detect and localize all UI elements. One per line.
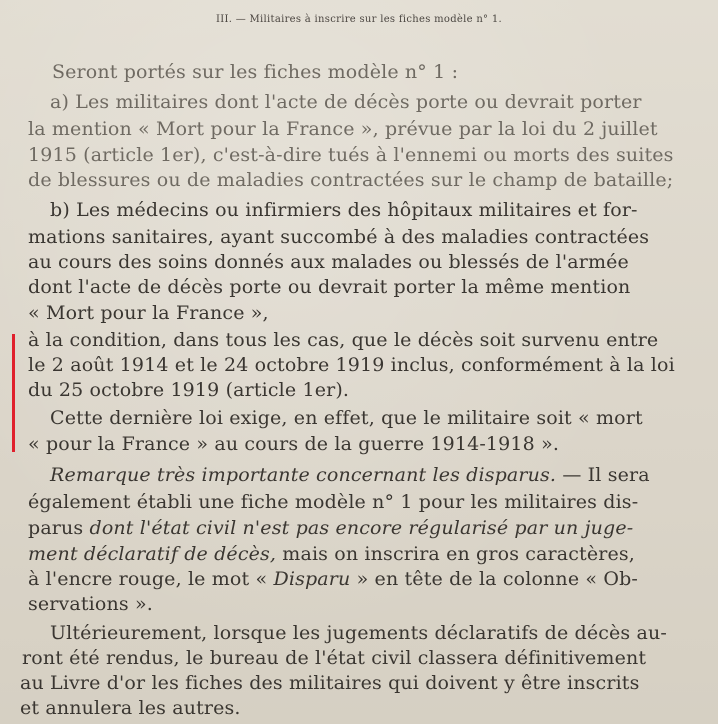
italic-text: dont l'état civil n'est pas encore régularisé par un juge- — [89, 517, 634, 539]
text-line: Cette dernière loi exige, en effet, que le militaire soit « mort — [50, 407, 643, 429]
plain-text: à l'encre rouge, le mot « — [28, 568, 274, 590]
text-line: le 2 août 1914 et le 24 octobre 1919 inclus, conformément à la loi — [28, 354, 675, 376]
text-line — [28, 542, 635, 566]
text-line: également établi une fiche modèle n° 1 pour les militaires dis- — [28, 491, 639, 513]
plain-text: » en tête de la colonne « Ob- — [350, 568, 638, 590]
text-line: Seront portés sur les fiches modèle n° 1 : — [52, 61, 459, 83]
text-line: « pour la France » au cours de la guerre 1914-1918 ». — [28, 433, 560, 455]
text-line: b) Les médecins ou infirmiers des hôpitaux militaires et for- — [50, 199, 638, 221]
text-line: 1915 (article 1er), c'est-à-dire tués à l'ennemi ou morts des suites — [28, 144, 674, 166]
text-line: et annulera les autres. — [20, 697, 241, 719]
text-line: au Livre d'or les fiches des militaires qui doivent y être inscrits — [20, 672, 640, 694]
plain-text: mais on inscrira en gros caractères, — [276, 543, 635, 565]
text-line: à la condition, dans tous les cas, que le décès soit survenu entre — [28, 329, 659, 351]
text-line: ront été rendus, le bureau de l'état civil classera définitivement — [22, 647, 647, 669]
text-line: du 25 octobre 1919 (article 1er). — [28, 379, 350, 401]
text-line: Ultérieurement, lorsque les jugements déclaratifs de décès au- — [50, 622, 667, 644]
text-line — [28, 567, 638, 591]
text-line: servations ». — [28, 593, 153, 615]
section-heading: III. — Militaires à inscrire sur les fiches modèle n° 1. — [216, 14, 502, 25]
text-line: au cours des soins donnés aux malades ou blessés de l'armée — [28, 251, 629, 273]
plain-text: parus — [28, 517, 90, 539]
text-line: a) Les militaires dont l'acte de décès porte ou devrait porter — [50, 91, 642, 113]
text-line: mations sanitaires, ayant succombé à des maladies contractées — [28, 226, 650, 248]
text-line: dont l'acte de décès porte ou devrait porter la même mention — [28, 276, 631, 298]
text-line — [28, 516, 633, 540]
italic-text: Remarque très importante concernant les disparus. — [50, 464, 557, 486]
red-margin-mark — [12, 334, 15, 452]
italic-text: ment déclaratif de décès, — [28, 543, 277, 565]
text-line: « Mort pour la France », — [28, 302, 269, 324]
text-line — [50, 463, 650, 487]
plain-text: — Il sera — [556, 464, 650, 486]
text-line: la mention « Mort pour la France », prévue par la loi du 2 juillet — [28, 118, 658, 140]
italic-text: Disparu — [273, 568, 351, 590]
text-line: de blessures ou de maladies contractées sur le champ de bataille; — [28, 169, 674, 191]
